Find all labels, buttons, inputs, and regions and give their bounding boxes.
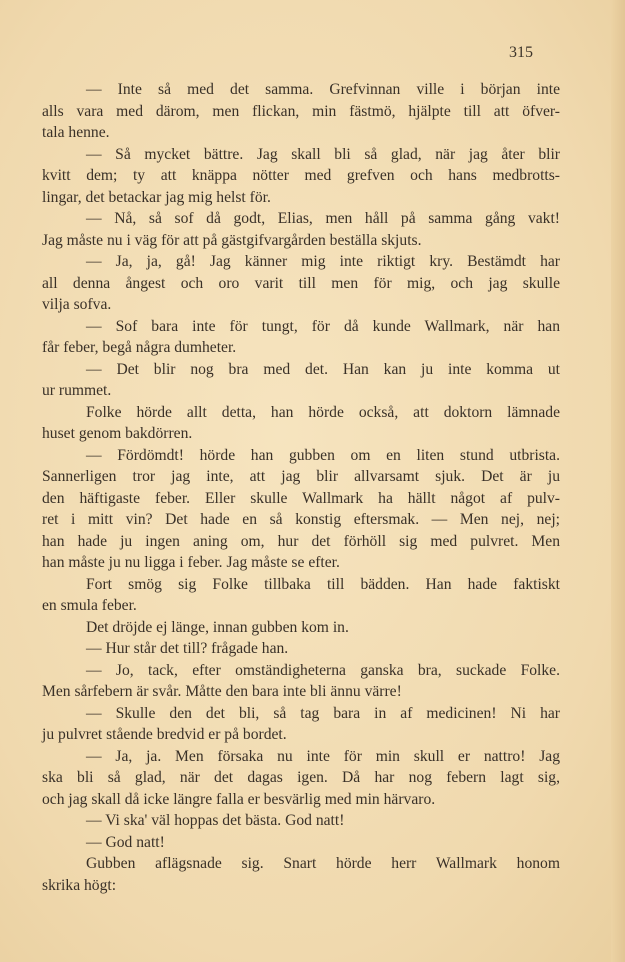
text-line: — Skulle den det bli, så tag bara in af medicinen! Ni har: [86, 704, 560, 722]
text-line: — God natt!: [86, 833, 165, 851]
text-line: den häftigaste feber. Eller skulle Wallmark ha hällt något af pulv-: [42, 489, 560, 507]
text-line: Sannerligen tror jag inte, att jag blir allvarsamt sjuk. Det är ju: [42, 468, 560, 485]
text-line: — Så mycket bättre. Jag skall bli så glad, när jag åter blir: [86, 145, 560, 163]
text-line: — Vi ska' väl hoppas det bästa. God natt!: [86, 812, 345, 829]
text-line: tala henne.: [42, 124, 110, 141]
text-line: han måste ju nu ligga i feber. Jag måste se efter.: [42, 554, 340, 571]
text-line: huset genom bakdörren.: [42, 425, 193, 442]
text-line: ret i mitt vin? Det hade en så konstig eftersmak. — Men nej, nej;: [42, 511, 560, 528]
text-line: — Hur står det till? frågade han.: [86, 640, 289, 657]
body-text: [42, 79, 560, 896]
text-line: all denna ångest och oro varit till men för mig, och jag skulle: [42, 274, 560, 292]
page-edge: [611, 0, 625, 962]
text-line: — Sof bara inte för tungt, för då kunde Wallmark, när han: [86, 317, 560, 335]
text-line: vilja sofva.: [42, 296, 112, 313]
page-number: 315: [509, 44, 533, 61]
text-line: Fort smög sig Folke tillbaka till bädden. Han hade faktiskt: [86, 575, 560, 593]
text-line: ska bli så glad, när det dagas igen. Då har nog febern lagt sig,: [42, 769, 560, 786]
text-line: ju pulvret stående bredvid er på bordet.: [42, 726, 287, 743]
text-line: lingar, det betackar jag mig helst för.: [42, 188, 271, 206]
text-line: och jag skall då icke längre falla er besvärlig med min härvaro.: [42, 790, 436, 808]
text-line: — Nå, så sof då godt, Elias, men håll på samma gång vakt!: [86, 210, 560, 227]
text-line: en smula feber.: [42, 597, 137, 614]
text-line: alls vara med därom, men flickan, min fästmö, hjälpte till att öfver-: [42, 102, 560, 120]
text-line: — Ja, ja. Men försaka nu inte för min skull er nattro! Jag: [86, 747, 560, 765]
text-line: Det dröjde ej länge, innan gubben kom in.: [86, 618, 349, 636]
text-line: Gubben aflägsnade sig. Snart hörde herr Wallmark honom: [86, 855, 560, 872]
text-line: — Inte så med det samma. Grefvinnan ville i början inte: [86, 81, 560, 98]
text-line: ur rummet.: [42, 382, 112, 399]
text-line: — Ja, ja, gå! Jag känner mig inte riktigt kry. Bestämdt har: [86, 253, 560, 270]
text-line: Folke hörde allt detta, han hörde också, att doktorn lämnade: [86, 403, 560, 421]
text-line: skrika högt:: [42, 876, 117, 894]
text-line: Men sårfebern är svår. Måtte den bara inte bli ännu värre!: [42, 683, 402, 700]
text-line: kvitt dem; ty att knäppa nötter med grefven och hans medbrotts-: [42, 167, 560, 184]
text-line: — Jo, tack, efter omständigheterna ganska bra, suckade Folke.: [86, 661, 560, 679]
text-line: — Det blir nog bra med det. Han kan ju inte komma ut: [86, 360, 560, 378]
text-line: Jag måste nu i väg för att på gästgifvargården beställa skjuts.: [42, 231, 422, 249]
text-line: får feber, begå några dumheter.: [42, 339, 237, 356]
text-line: — Fördömdt! hörde han gubben om en liten stund utbrista.: [86, 446, 560, 464]
text-line: han hade ju ingen aning om, hur det förhöll sig med pulvret. Men: [42, 532, 560, 550]
